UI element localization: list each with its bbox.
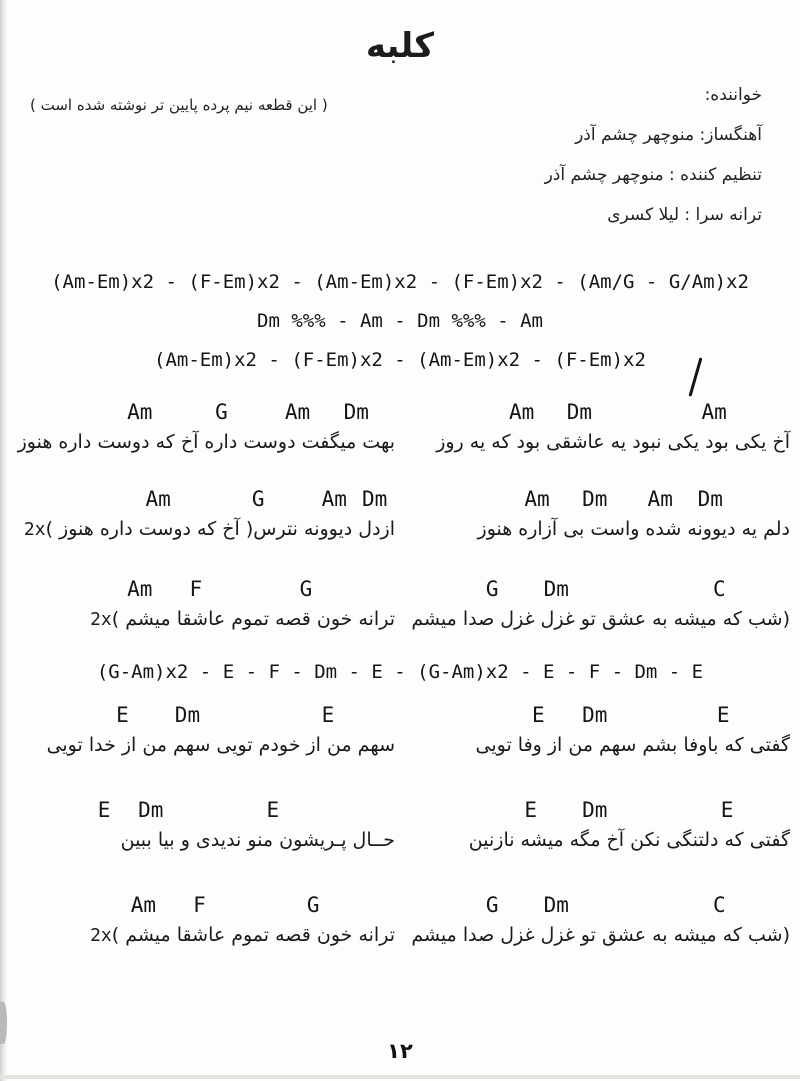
- verse-row-6: [0, 893, 800, 955]
- verse-left-column: [23, 487, 395, 545]
- chord-line: [28, 577, 395, 604]
- verse-row-2: [0, 487, 800, 549]
- chord-label: C: [713, 893, 726, 917]
- credits-block: [545, 82, 762, 242]
- chord-label: Dm: [582, 487, 608, 511]
- chord-label: Am: [145, 487, 171, 511]
- chord-line: [405, 798, 790, 825]
- song-title: کلبه: [365, 26, 435, 66]
- repeat-marker: 2x: [90, 925, 112, 946]
- chord-label: Am: [284, 400, 311, 424]
- chord-line: [405, 487, 790, 514]
- verse-left-column: [28, 893, 395, 951]
- chord-line: [405, 577, 790, 604]
- verse-left-column: [28, 703, 395, 760]
- transposition-note: ( این قطعه نیم پرده پایین تر نوشته شده است ): [30, 96, 328, 114]
- chord-label: F: [193, 893, 206, 917]
- lyric-text: بهت میگفت دوست داره آخ که دوست داره هنوز: [17, 431, 395, 453]
- chord-line: [405, 893, 790, 920]
- chord-label: E: [97, 798, 111, 822]
- chord-line: [28, 703, 395, 730]
- chord-label: Am: [127, 577, 153, 601]
- scan-blotch: [0, 1002, 7, 1044]
- chord-line: [28, 487, 395, 514]
- lyric-text: دلم یه دیوونه شده واست بی آزاره هنوز: [477, 518, 790, 540]
- verse-right-column: [405, 577, 790, 634]
- chord-label: Dm: [174, 703, 201, 727]
- chord-label: Dm: [566, 400, 592, 424]
- lyric-line: [405, 604, 790, 634]
- lyric-line: [28, 825, 395, 855]
- chord-label: E: [116, 703, 129, 727]
- lyric-text: ترانه خون قصه تموم عاشقا میشم ): [111, 924, 395, 946]
- chord-label: Dm: [361, 487, 388, 511]
- chord-label: E: [321, 703, 335, 727]
- verse-row-4: [0, 703, 800, 765]
- repeat-marker: 2x: [90, 609, 112, 630]
- chord-label: E: [532, 703, 545, 727]
- chord-label: G: [485, 893, 499, 917]
- verse-right-column: [405, 893, 790, 950]
- chord-label: Am: [130, 893, 157, 917]
- lyric-line: [28, 604, 395, 635]
- composer-line: آهنگساز: منوچهر چشم آذر: [575, 125, 762, 145]
- chord-label: Dm: [138, 798, 164, 822]
- verse-left-column: [17, 400, 395, 457]
- lyric-text: گفتی که دلتنگی نکن آخ مگه میشه نازنین: [468, 829, 790, 851]
- lyric-text: گفتی که باوفا بشم سهم من از وفا تویی: [475, 734, 790, 756]
- page-number: ۱۲: [387, 1039, 413, 1063]
- singer-label: خواننده:: [704, 85, 762, 105]
- chord-label: Am: [508, 400, 535, 424]
- chord-label: Dm: [543, 577, 569, 601]
- chord-label: Am: [524, 487, 550, 511]
- chord-label: G: [299, 577, 313, 601]
- chord-label: E: [524, 798, 537, 822]
- chord-label: Dm: [582, 798, 608, 822]
- lyric-text: ازدل دیوونه نترس( آخ که دوست داره هنوز ): [45, 518, 395, 540]
- chord-label: Dm: [343, 400, 369, 424]
- chord-label: Dm: [582, 703, 608, 727]
- verse-left-column: [28, 798, 395, 855]
- intro-progression-line-2: Dm %%% - Am - Dm %%% - Am: [257, 310, 543, 332]
- chord-label: C: [713, 577, 726, 601]
- chord-line: [405, 703, 790, 730]
- lyric-line: [23, 514, 395, 545]
- verse-right-column: [405, 703, 790, 760]
- intro-progression-line-3: (Am-Em)x2 - (F-Em)x2 - (Am-Em)x2 - (F-Em)x2: [154, 349, 646, 371]
- chord-line: [28, 400, 395, 427]
- lyric-line: [28, 730, 395, 760]
- chord-label: Dm: [543, 893, 569, 917]
- lyric-line: [405, 514, 790, 544]
- chord-label: Am: [127, 400, 153, 424]
- lyric-text: آخ یکی بود یکی نبود یه عاشقی بود که یه روز: [436, 431, 790, 453]
- chord-label: Am: [701, 400, 727, 424]
- chord-label: Dm: [697, 487, 723, 511]
- arranger-line: تنظیم کننده : منوچهر چشم آذر: [544, 165, 762, 185]
- verse-row-5: [0, 798, 800, 860]
- intro-progressions: [0, 263, 800, 380]
- lyric-line: [28, 920, 395, 951]
- chord-label: Am: [321, 487, 347, 511]
- lyric-line: [405, 825, 790, 855]
- chord-line: [28, 798, 395, 825]
- chord-label: G: [485, 577, 499, 601]
- lyric-line: [405, 730, 790, 760]
- verse-right-column: [405, 798, 790, 855]
- verse-left-column: [28, 577, 395, 635]
- verse-row-3: [0, 577, 800, 639]
- lyric-line: [405, 920, 790, 950]
- chord-label: E: [716, 703, 730, 727]
- mid-progression: (G-Am)x2 - E - F - Dm - E - (G-Am)x2 - E - F - Dm - E: [96, 661, 704, 683]
- chord-label: G: [215, 400, 228, 424]
- lyric-text: ترانه خون قصه تموم عاشقا میشم ): [111, 608, 395, 630]
- chord-label: E: [266, 798, 280, 822]
- chord-label: G: [306, 893, 320, 917]
- lyric-line: [405, 427, 790, 457]
- scan-bottom-shadow: [0, 1075, 800, 1079]
- chord-label: F: [189, 577, 203, 601]
- chord-line: [405, 400, 790, 427]
- lyric-text: (شب که میشه به عشق تو غزل غزل صدا میشم: [411, 924, 790, 946]
- lyric-line: [17, 427, 395, 457]
- verse-right-column: [405, 487, 790, 544]
- chord-line: [28, 893, 395, 920]
- repeat-marker: 2x: [23, 519, 46, 540]
- lyric-text: سهم من از خودم تویی سهم من از خدا تویی: [46, 734, 395, 756]
- chord-label: E: [720, 798, 734, 822]
- chord-label: Am: [647, 487, 673, 511]
- lyric-text: حــال پـریشون منو ندیدی و بیا ببین: [120, 829, 395, 851]
- intro-progression-line-1: (Am-Em)x2 - (F-Em)x2 - (Am-Em)x2 - (F-Em)x2 - (Am/G - G/Am)x2: [51, 271, 749, 293]
- verse-right-column: [405, 400, 790, 457]
- lyricist-line: ترانه سرا : لیلا کسری: [607, 205, 762, 225]
- chord-label: G: [251, 487, 265, 511]
- lyric-text: (شب که میشه به عشق تو غزل غزل صدا میشم: [411, 608, 790, 630]
- verse-row-1: [0, 400, 800, 462]
